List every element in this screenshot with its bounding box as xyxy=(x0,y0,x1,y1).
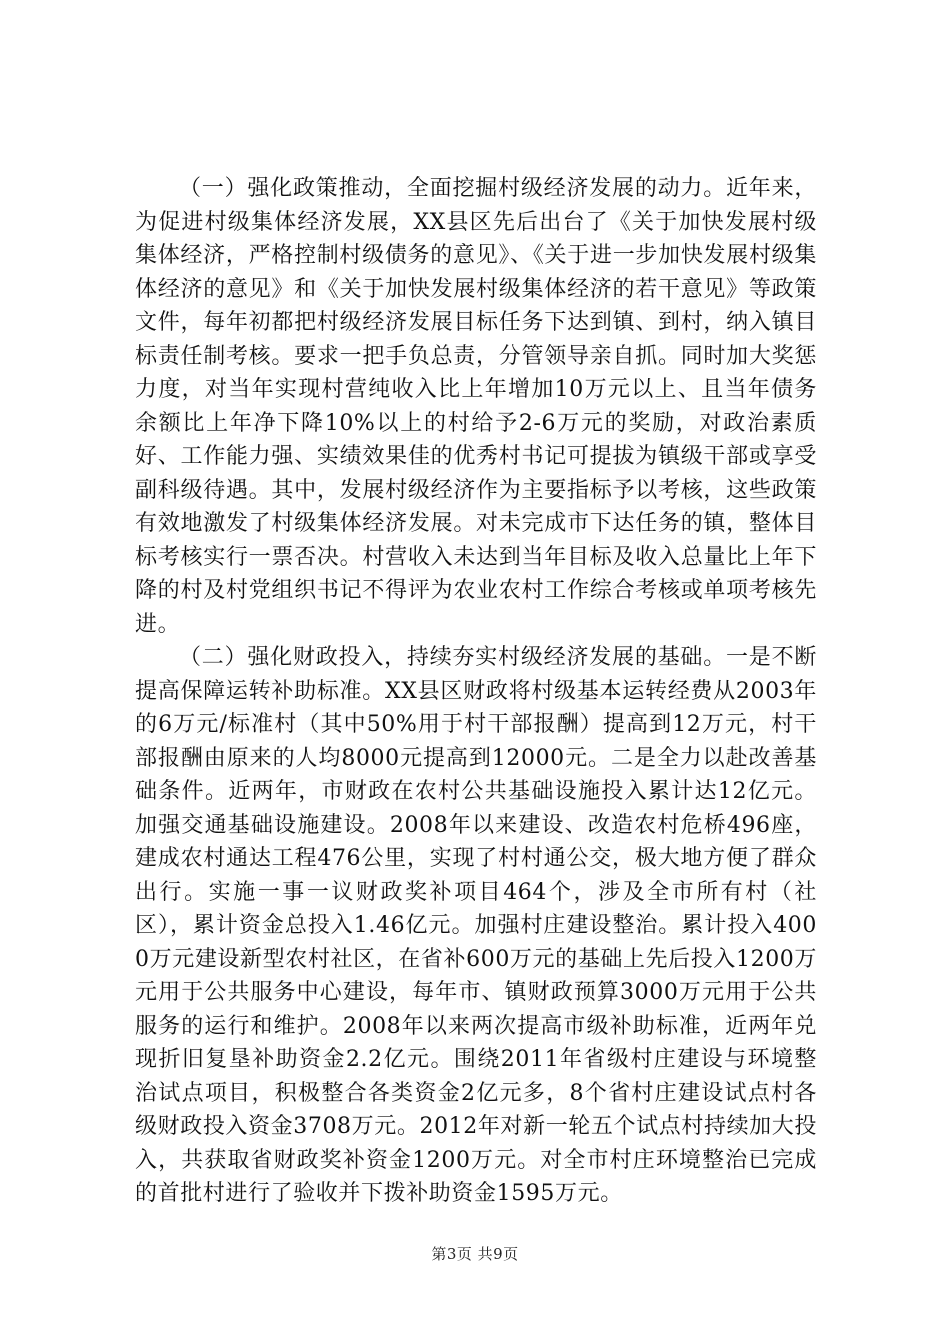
paragraph-policy: （一）强化政策推动，全面挖掘村级经济发展的动力。近年来，为促进村级集体经济发展，XX县区先后出台了《关于加快发展村级集体经济，严格控制村级债务的意见》、《关于进一步加快发展村级集体经济的意见》和《关于加快发展村级集体经济的若干意见》等政策文件，每年初都把村级经济发展目标任务下达到镇、到村，纳入镇目标责任制考核。要求一把手负总责，分管领导亲自抓。同时加大奖惩力度，对当年实现村营纯收入比上年增加10万元以上、且当年债务余额比上年净下降10%以上的村给予2-6万元的奖励，对政治素质好、工作能力强、实绩效果佳的优秀村书记可提拔为镇级干部或享受副科级待遇。其中，发展村级经济作为主要指标予以考核，这些政策有效地激发了村级集体经济发展。对未完成市下达任务的镇，整体目标考核实行一票否决。村营收入未达到当年目标及收入总量比上年下降的村及村党组织书记不得评为农业农村工作综合考核或单项考核先进。 xyxy=(135,176,817,637)
document-body xyxy=(135,172,817,1211)
page-number-footer: 第3页 共9页 xyxy=(431,1245,519,1263)
paragraph-finance: （二）强化财政投入，持续夯实村级经济发展的基础。一是不断提高保障运转补助标准。XX县区财政将村级基本运转经费从2003年的6万元/标准村（其中50%用于村干部报酬）提高到12万元，村干部报酬由原来的人均8000元提高到12000元。二是全力以赴改善基础条件。近两年，市财政在农村公共基础设施投入累计达12亿元。加强交通基础设施建设。2008年以来建设、改造农村危桥496座，建成农村通达工程476公里，实现了村村通公交，极大地方便了群众出行。实施一事一议财政奖补项目464个，涉及全市所有村（社区），累计资金总投入1.46亿元。加强村庄建设整治。累计投入4000万元建设新型农村社区，在省补600万元的基础上先后投入1200万元用于公共服务中心建设，每年市、镇财政预算3000万元用于公共服务的运行和维护。2008年以来两次提高市级补助标准，近两年兑现折旧复垦补助资金2.2亿元。围绕2011年省级村庄建设与环境整治试点项目，积极整合各类资金2亿元多，8个省村庄建设试点村各级财政投入资金3708万元。2012年对新一轮五个试点村持续加大投入，共获取省财政奖补资金1200万元。对全市村庄环境整治已完成的首批村进行了验收并下拨补助资金1595万元。 xyxy=(135,645,817,1206)
